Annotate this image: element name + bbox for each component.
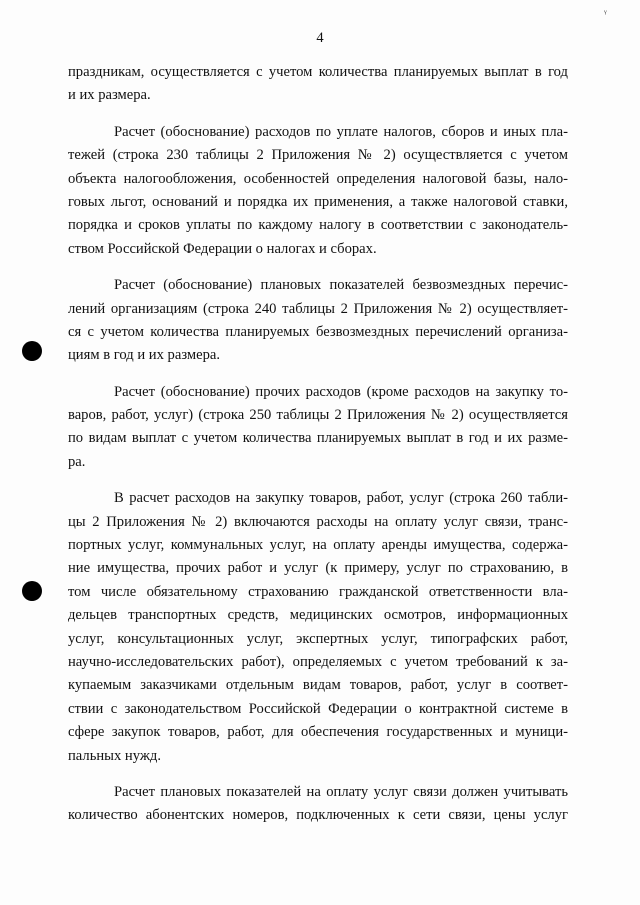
text-line: ством Российской Федерации о налогах и сборах.	[68, 240, 377, 257]
page-number: 4	[316, 30, 324, 46]
paragraph	[68, 487, 568, 768]
text-line: циям в год и их размера.	[68, 347, 221, 364]
text-line: Расчет (обоснование) расходов по уплате налогов, сборов и иных пла-	[114, 123, 568, 140]
text-line: Расчет (обоснование) прочих расходов (кроме расходов на закупку то-	[114, 383, 568, 400]
paragraph	[68, 61, 568, 108]
text-line: дельцев транспортных средств, медицинских осмотров, информационных	[68, 607, 568, 624]
text-line: ся с учетом количества планируемых безвозмездных перечислений организа-	[68, 323, 568, 340]
text-line: том числе обязательному страхованию гражданской ответственности вла-	[68, 583, 568, 600]
text-line: порядка и сроков уплаты по каждому налогу в соответствии с законодатель-	[68, 217, 568, 234]
text-line: Расчет плановых показателей на оплату услуг связи должен учитывать	[114, 783, 568, 800]
text-line: по видам выплат с учетом количества планируемых выплат в год и их разме-	[68, 430, 568, 447]
text-line: купаемым заказчиками отдельным видам товаров, работ, услуг в соответ-	[68, 677, 568, 694]
text-line: варов, работ, услуг) (строка 250 таблицы 2 Приложения № 2) осуществляется	[68, 407, 568, 424]
text-line: сфере закупок товаров, работ, для обеспечения государственных и муници-	[68, 724, 568, 741]
text-line: количество абонентских номеров, подключенных к сети связи, цены услуг	[68, 807, 568, 824]
text-line: пальных нужд.	[68, 747, 161, 764]
punch-hole-top	[22, 341, 42, 361]
text-line: лений организациям (строка 240 таблицы 2 Приложения № 2) осуществляет-	[68, 300, 568, 317]
text-line: портных услуг, коммунальных услуг, на оплату аренды имущества, содержа-	[68, 537, 568, 554]
text-line: услуг, консультационных услуг, экспертных услуг, типографских работ,	[68, 630, 568, 647]
paragraph	[68, 781, 568, 828]
text-line: говых льгот, оснований и порядка их применения, а также налоговой ставки,	[68, 193, 568, 210]
paragraph	[68, 121, 568, 261]
text-line: Расчет (обоснование) плановых показателей безвозмездных перечис-	[114, 277, 568, 294]
paragraph	[68, 274, 568, 368]
text-line: и их размера.	[68, 87, 151, 104]
text-line: ра.	[68, 453, 86, 470]
text-line: ние имущества, прочих работ и услуг (к примеру, услуг по страхованию, в	[68, 560, 568, 577]
text-line: тежей (строка 230 таблицы 2 Приложения № 2) осуществляется с учетом	[68, 147, 568, 164]
paragraph	[68, 381, 568, 475]
text-line: ствии с законодательством Российской Федерации о контрактной системе в	[68, 700, 568, 717]
text-line: научно-исследовательских работ), определяемых с учетом требований к за-	[68, 653, 568, 670]
punch-hole-bottom	[22, 581, 42, 601]
corner-mark: ᵞ	[604, 8, 607, 19]
text-line: праздникам, осуществляется с учетом количества планируемых выплат в год	[68, 64, 568, 80]
text-line: В расчет расходов на закупку товаров, работ, услуг (строка 260 табли-	[114, 490, 568, 507]
text-line: объекта налогообложения, особенностей определения налоговой базы, нало-	[68, 170, 568, 187]
text-line: цы 2 Приложения № 2) включаются расходы на оплату услуг связи, транс-	[68, 513, 568, 530]
body-text	[68, 61, 568, 841]
